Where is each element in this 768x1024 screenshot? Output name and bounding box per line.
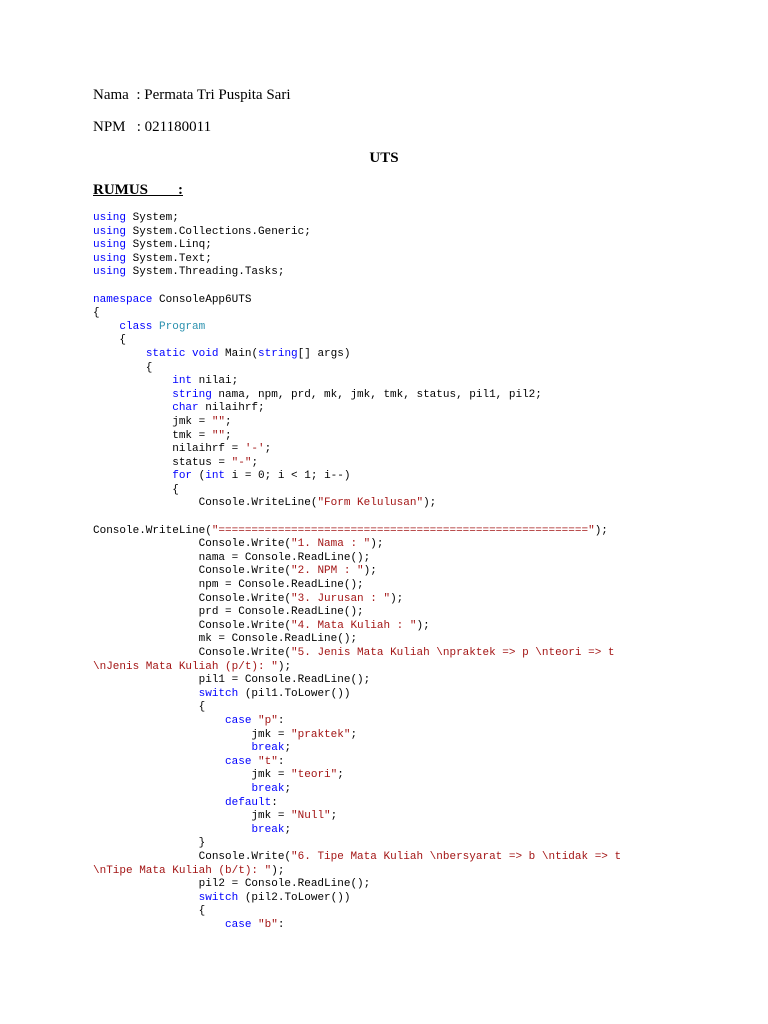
code-line <box>93 647 753 661</box>
npm-line <box>93 119 211 136</box>
code-token: for <box>172 470 193 483</box>
code-token: System.Collections.Generic; <box>126 225 311 238</box>
code-token <box>93 321 119 333</box>
code-line <box>93 497 753 511</box>
code-token <box>93 892 199 904</box>
code-token: : <box>277 714 285 727</box>
code-line <box>93 484 753 498</box>
code-token: "teori" <box>291 769 338 782</box>
code-line <box>93 294 753 308</box>
code-token: jmk = <box>93 728 292 741</box>
code-token <box>93 375 172 387</box>
code-token: ); <box>363 565 377 578</box>
code-line <box>93 593 753 607</box>
code-line <box>93 579 753 593</box>
nama-line <box>93 87 291 104</box>
code-line <box>93 457 753 471</box>
code-line <box>93 348 753 362</box>
code-token: Console.Write( <box>93 538 292 551</box>
code-block <box>93 212 753 932</box>
code-token: "" <box>211 415 226 428</box>
code-token: "p" <box>258 714 278 727</box>
code-token: status = <box>93 456 232 469</box>
code-token: pil1 = Console.ReadLine(); <box>93 674 371 687</box>
code-token: ; <box>284 742 292 755</box>
code-token: { <box>93 361 153 374</box>
code-token: "1. Nama : " <box>291 538 371 551</box>
code-token: : <box>277 918 285 931</box>
code-token: ); <box>390 592 404 605</box>
code-token: "4. Mata Kuliah : " <box>291 619 417 632</box>
code-line <box>93 797 753 811</box>
code-line <box>93 375 753 389</box>
code-line <box>93 239 753 253</box>
code-line <box>93 837 753 851</box>
code-line <box>93 701 753 715</box>
code-token: (pil2.ToLower()) <box>238 891 351 904</box>
code-token: npm = Console.ReadLine(); <box>93 579 364 592</box>
code-token: case <box>225 755 252 768</box>
rumus-label: RUMUS <box>93 182 148 198</box>
code-token: namespace <box>93 293 153 306</box>
code-token <box>93 389 172 401</box>
code-line <box>93 810 753 824</box>
code-line <box>93 824 753 838</box>
code-line <box>93 266 753 280</box>
code-token <box>93 919 225 931</box>
code-token: char <box>172 402 199 415</box>
code-token: System.Linq; <box>126 239 212 252</box>
code-line <box>93 919 753 933</box>
code-token: { <box>93 334 127 347</box>
code-token: static <box>145 347 186 360</box>
code-token: break <box>251 742 285 755</box>
code-token: using <box>93 266 127 279</box>
code-token <box>93 348 146 360</box>
code-line <box>93 511 753 525</box>
rumus-heading <box>93 182 183 199</box>
code-token: ; <box>284 782 292 795</box>
code-line <box>93 729 753 743</box>
code-token: "6. Tipe Mata Kuliah \nbersyarat => b \ntidak => t <box>291 850 622 863</box>
nama-value: : Permata Tri Puspita Sari <box>136 87 291 103</box>
code-token: case <box>225 918 252 931</box>
code-token: default <box>225 796 272 809</box>
code-token: ; <box>350 728 358 741</box>
code-line <box>93 892 753 906</box>
code-token: ); <box>370 538 384 551</box>
code-line <box>93 212 753 226</box>
code-line <box>93 633 753 647</box>
code-line <box>93 402 753 416</box>
code-token: ); <box>277 660 292 673</box>
code-token: "5. Jenis Mata Kuliah \npraktek => p \nteori => t <box>291 647 615 659</box>
code-line <box>93 565 753 579</box>
code-line <box>93 334 753 348</box>
code-token <box>93 688 199 700</box>
code-token: switch <box>198 891 239 904</box>
code-token: nilai; <box>192 375 239 388</box>
code-line <box>93 416 753 430</box>
code-token: [] args) <box>297 347 351 360</box>
code-token: Console.Write( <box>93 647 292 659</box>
code-token: "praktek" <box>291 728 351 741</box>
npm-value: : 021180011 <box>136 119 212 135</box>
code-line <box>93 470 753 484</box>
code-token: "-" <box>231 456 252 469</box>
code-token: { <box>93 701 206 714</box>
code-token: : <box>277 755 285 768</box>
code-line <box>93 321 753 335</box>
code-token: class <box>119 320 153 333</box>
code-token: "2. NPM : " <box>291 565 364 578</box>
code-token: ); <box>271 864 285 877</box>
code-token: { <box>93 307 100 320</box>
code-line <box>93 878 753 892</box>
code-token: nilaihrf; <box>198 402 265 415</box>
code-token: jmk = <box>93 769 292 782</box>
code-token <box>93 715 225 727</box>
npm-label: NPM <box>93 119 126 135</box>
code-token: jmk = <box>93 415 212 428</box>
code-line <box>93 525 753 539</box>
page-title: UTS <box>369 150 399 166</box>
code-line <box>93 253 753 267</box>
code-line <box>93 606 753 620</box>
code-line <box>93 226 753 240</box>
code-token: System; <box>126 212 179 224</box>
code-line <box>93 538 753 552</box>
code-token: pil2 = Console.ReadLine(); <box>93 878 371 891</box>
code-line <box>93 715 753 729</box>
code-token: int <box>205 470 226 483</box>
code-token: nama, npm, prd, mk, jmk, tmk, status, pil1, pil2; <box>211 388 542 401</box>
code-token <box>93 470 172 482</box>
code-token: mk = Console.ReadLine(); <box>93 633 358 646</box>
nama-label: Nama <box>93 87 129 103</box>
code-token: ; <box>251 456 259 469</box>
code-token: } <box>93 837 206 850</box>
code-line <box>93 443 753 457</box>
code-token: "" <box>211 429 226 442</box>
code-token: switch <box>198 687 239 700</box>
code-line <box>93 769 753 783</box>
code-line <box>93 362 753 376</box>
code-token: Main( <box>218 347 259 360</box>
code-token <box>93 797 225 809</box>
code-token: ; <box>337 769 344 782</box>
code-token: Console.WriteLine( <box>93 497 318 510</box>
code-token: "Form Kelulusan" <box>317 497 424 510</box>
code-token: System.Text; <box>126 252 212 265</box>
code-token: "b" <box>258 918 278 931</box>
code-token: nilaihrf = <box>93 443 245 456</box>
code-token: tmk = <box>93 429 212 442</box>
code-token <box>93 824 251 836</box>
rumus-colon: : <box>178 182 183 198</box>
code-token: Console.Write( <box>93 565 292 578</box>
code-token: { <box>93 905 206 918</box>
code-token: System.Threading.Tasks; <box>126 266 285 279</box>
code-token: \nTipe Mata Kuliah (b/t): " <box>93 864 272 877</box>
code-token: : <box>271 796 278 809</box>
code-line <box>93 742 753 756</box>
code-token: nama = Console.ReadLine(); <box>93 551 371 564</box>
code-token <box>93 402 172 414</box>
code-token: break <box>251 782 285 795</box>
code-token <box>93 783 251 795</box>
code-token: { <box>93 483 179 496</box>
code-token: string <box>172 388 212 401</box>
code-token: Console.Write( <box>93 850 292 863</box>
code-line <box>93 674 753 688</box>
code-token: i = 0; i < 1; i--) <box>225 470 351 483</box>
code-line <box>93 851 753 865</box>
code-token: (pil1.ToLower()) <box>238 687 351 700</box>
code-token: "========================================================" <box>211 524 595 537</box>
code-token: ConsoleApp6UTS <box>152 293 252 306</box>
code-token: ; <box>284 823 292 836</box>
code-token: ); <box>416 619 430 632</box>
code-token: ); <box>594 524 608 537</box>
code-token: Console.Write( <box>93 619 292 632</box>
code-line <box>93 430 753 444</box>
code-token: "3. Jurusan : " <box>291 592 391 605</box>
code-token <box>93 742 251 754</box>
code-token: case <box>225 714 252 727</box>
code-line <box>93 756 753 770</box>
code-line <box>93 783 753 797</box>
code-token: jmk = <box>93 810 292 823</box>
code-token <box>93 756 225 768</box>
code-token: \nJenis Mata Kuliah (p/t): " <box>93 660 278 673</box>
code-token: Console.WriteLine( <box>93 524 212 537</box>
code-token: ( <box>192 470 206 483</box>
code-token: prd = Console.ReadLine(); <box>93 606 364 619</box>
code-token: string <box>258 347 298 360</box>
code-token: Program <box>159 320 206 333</box>
code-token: Console.Write( <box>93 592 292 605</box>
code-token: ; <box>330 810 338 823</box>
code-line <box>93 280 753 294</box>
code-line <box>93 620 753 634</box>
code-token: ; <box>264 443 272 456</box>
code-line <box>93 865 753 879</box>
code-token: ; <box>225 415 232 428</box>
code-token: ); <box>423 497 437 510</box>
code-token: using <box>93 239 127 252</box>
code-token: '-' <box>244 443 265 456</box>
code-token: ; <box>225 429 232 442</box>
code-line <box>93 905 753 919</box>
code-token: void <box>192 347 219 360</box>
code-line <box>93 661 753 675</box>
code-line <box>93 307 753 321</box>
code-token: int <box>172 375 193 388</box>
code-token: "t" <box>258 755 278 768</box>
code-line <box>93 688 753 702</box>
code-token: using <box>93 252 127 265</box>
code-line <box>93 389 753 403</box>
code-token: using <box>93 212 127 224</box>
code-line <box>93 552 753 566</box>
code-token: break <box>251 823 285 836</box>
code-token: using <box>93 225 127 238</box>
code-token: "Null" <box>291 810 331 823</box>
